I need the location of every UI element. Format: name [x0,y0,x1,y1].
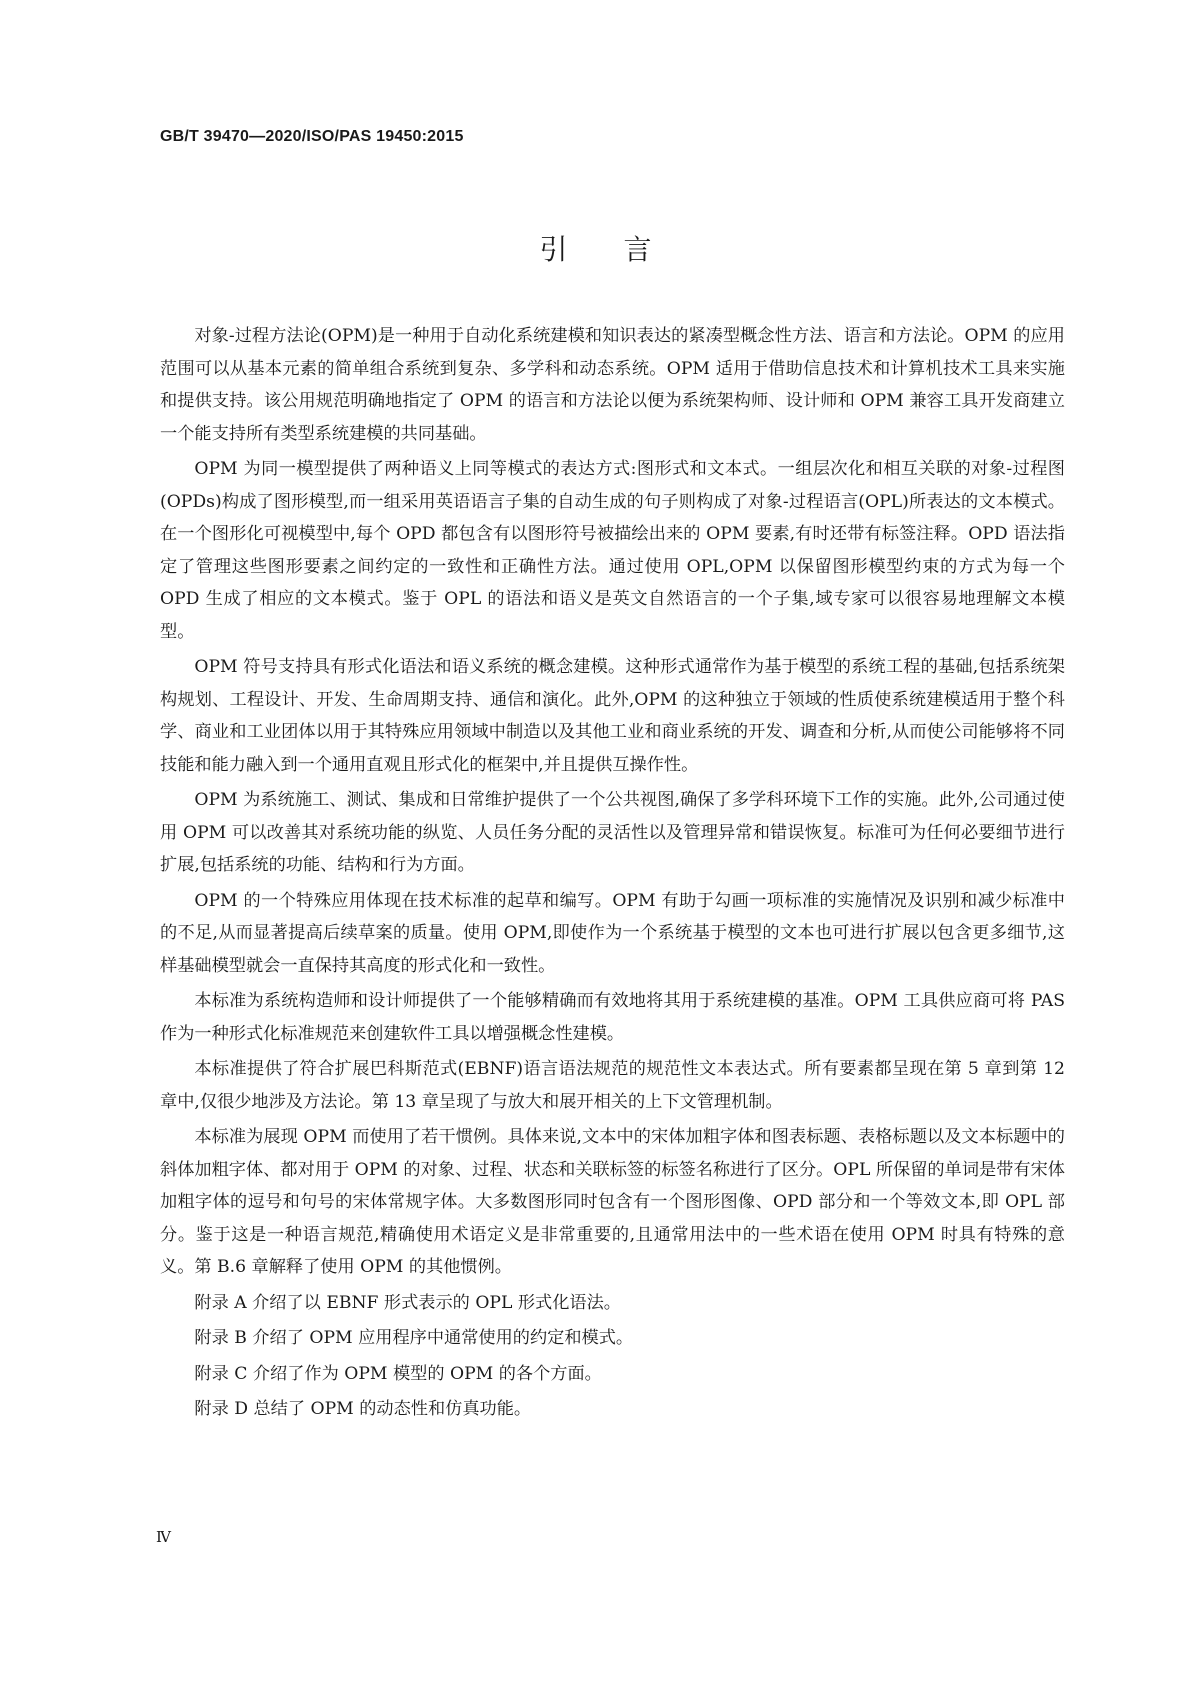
page-title: 引言 [539,233,708,266]
paragraph-8: 本标准为展现 OPM 而使用了若干惯例。具体来说,文本中的宋体加粗字体和图表标题、表格标题以及文本标题中的斜体加粗字体、都对用于 OPM 的对象、过程、状态和关联标签的标签名称进行了区分。OPL 所保留的单词是带有宋体加粗字体的逗号和句号的宋体常规字体。大多数图形同时包含有一个图形图像、OPD 部分和一个等效文本,即 OPL 部分。鉴于这是一种语言规范,精确使用术语定义是非常重要的,且通常用法中的一些术语在使用 OPM 时具有特殊的意义。第 B.6 章解释了使用 OPM 的其他惯例。 [160,1127,1065,1277]
annex-d-summary: 附录 D 总结了 OPM 的动态性和仿真功能。 [194,1399,532,1419]
paragraph-5: OPM 的一个特殊应用体现在技术标准的起草和编写。OPM 有助于勾画一项标准的实施情况及识别和减少标准中的不足,从而显著提高后续草案的质量。使用 OPM,即使作为一个系统基于模型的文本也可进行扩展以包含更多细节,这样基础模型就会一直保持其高度的形式化和一致性。 [160,890,1065,976]
annex-c-summary: 附录 C 介绍了作为 OPM 模型的 OPM 的各个方面。 [194,1363,602,1384]
paragraph-2: OPM 为同一模型提供了两种语义上同等模式的表达方式:图形式和文本式。一组层次化和相互关联的对象-过程图(OPDs)构成了图形模型,而一组采用英语语言子集的自动生成的句子则构成了对象-过程语言(OPL)所表达的文本模式。在一个图形化可视模型中,每个 OPD 都包含有以图形符号被描绘出来的 OPM 要素,有时还带有标签注释。OPD 语法指定了管理这些图形要素之间约定的一致性和正确性方法。通过使用 OPL,OPM 以保留图形模型约束的方式为每一个 OPD 生成了相应的文本模式。鉴于 OPL 的语法和语义是英文自然语言的一个子集,域专家可以很容易地理解文本模型。 [160,459,1065,642]
paragraph-6: 本标准为系统构造师和设计师提供了一个能够精确而有效地将其用于系统建模的基准。OPM 工具供应商可将 PAS 作为一种形式化标准规范来创建软件工具以增强概念性建模。 [160,991,1065,1044]
introduction-body [160,320,1065,1429]
paragraph-1: 对象-过程方法论(OPM)是一种用于自动化系统建模和知识表达的紧凑型概念性方法、语言和方法论。OPM 的应用范围可以从基本元素的简单组合系统到复杂、多学科和动态系统。OPM 适用于借助信息技术和计算机技术工具来实施和提供支持。该公用规范明确地指定了 OPM 的语言和方法论以便为系统架构师、设计师和 OPM 兼容工具开发商建立一个能支持所有类型系统建模的共同基础。 [160,326,1065,444]
standard-code-header: GB/T 39470—2020/ISO/PAS 19450:2015 [160,128,464,145]
annex-b-summary: 附录 B 介绍了 OPM 应用程序中通常使用的约定和模式。 [194,1328,634,1348]
paragraph-7: 本标准提供了符合扩展巴科斯范式(EBNF)语言语法规范的规范性文本表达式。所有要素都呈现在第 5 章到第 12 章中,仅很少地涉及方法论。第 13 章呈现了与放大和展开相关的上下文管理机制。 [160,1059,1065,1112]
page-number: Ⅳ [156,1528,171,1546]
annex-a-summary: 附录 A 介绍了以 EBNF 形式表示的 OPL 形式化语法。 [194,1292,621,1313]
paragraph-3: OPM 符号支持具有形式化语法和语义系统的概念建模。这种形式通常作为基于模型的系统工程的基础,包括系统架构规划、工程设计、开发、生命周期支持、通信和演化。此外,OPM 的这种独立于领域的性质使系统建模适用于整个科学、商业和工业团体以用于其特殊应用领域中制造以及其他工业和商业系统的开发、调查和分析,从而使公司能够将不同技能和能力融入到一个通用直观且形式化的框架中,并且提供互操作性。 [160,657,1065,775]
paragraph-4: OPM 为系统施工、测试、集成和日常维护提供了一个公共视图,确保了多学科环境下工作的实施。此外,公司通过使用 OPM 可以改善其对系统功能的纵览、人员任务分配的灵活性以及管理异常和错误恢复。标准可为任何必要细节进行扩展,包括系统的功能、结构和行为方面。 [160,790,1065,875]
